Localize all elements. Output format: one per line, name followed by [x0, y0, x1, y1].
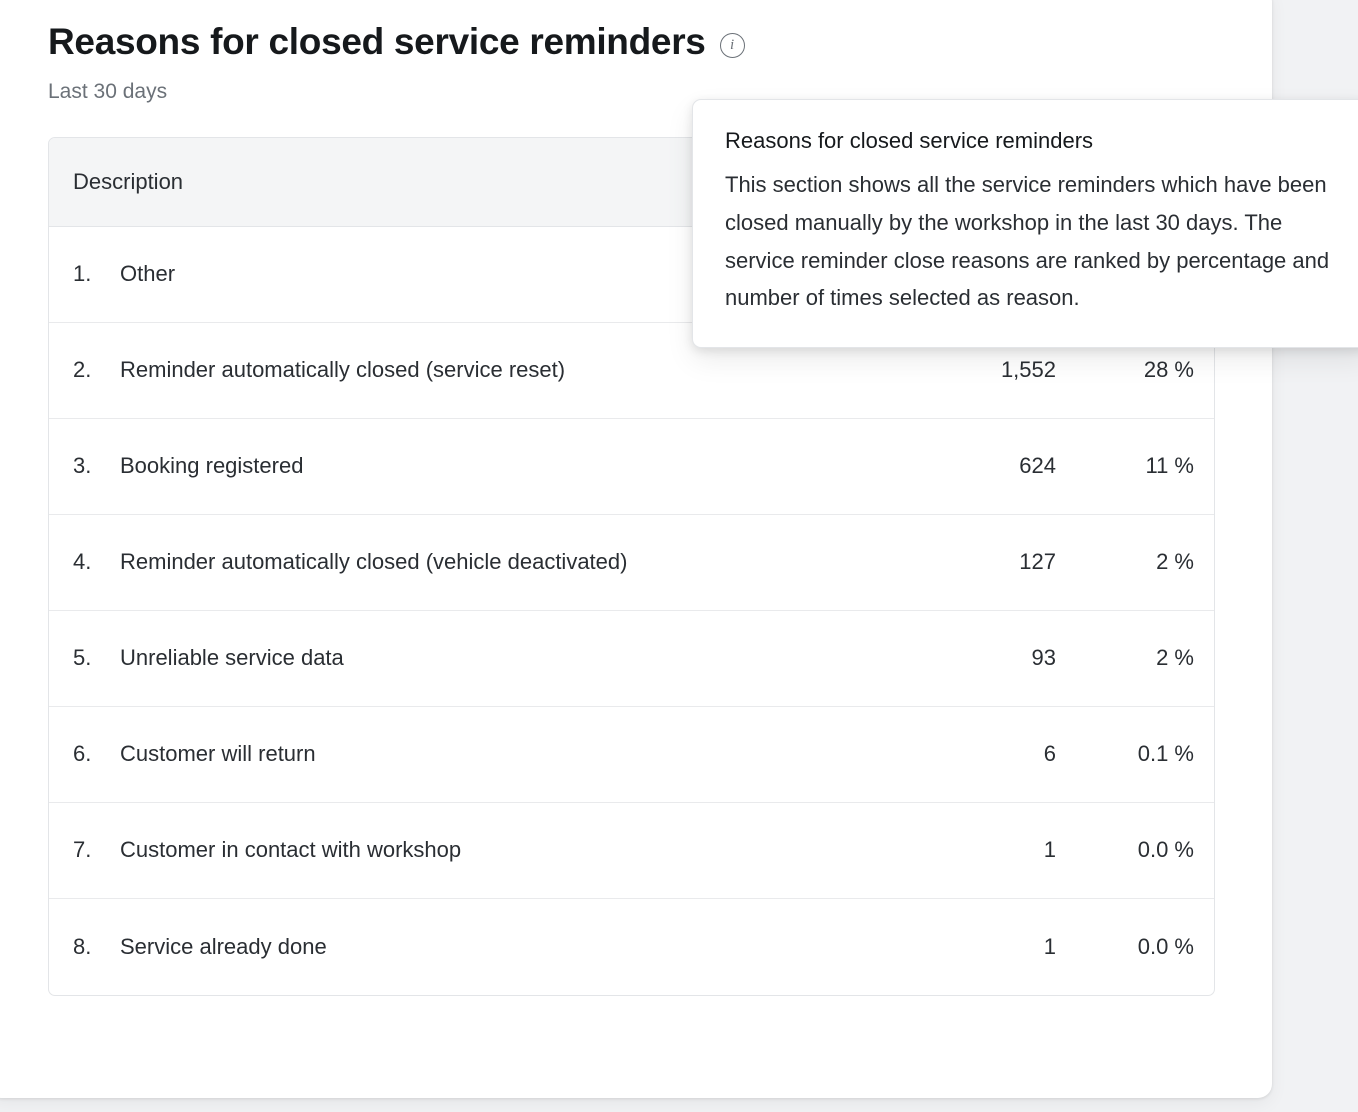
cell-percent: 0.0 %: [1137, 933, 1194, 959]
cell-count: 93: [1031, 645, 1056, 671]
row-rank: 7.: [73, 837, 92, 863]
cell-description: [49, 934, 864, 960]
row-rank: 8.: [73, 933, 92, 959]
cell-description: [49, 741, 864, 767]
table-row[interactable]: [49, 419, 1214, 515]
row-label: Other: [120, 261, 176, 287]
cell-count: 1: [1043, 837, 1056, 863]
tooltip-body: This section shows all the service reminders which have been closed manually by the workshop in the last 30 days. The service reminder close reasons are ranked by percentage and number of times selected as reason.: [725, 172, 1330, 311]
cell-description: [49, 645, 864, 671]
info-circle-icon[interactable]: i: [720, 33, 745, 58]
table-row[interactable]: [49, 611, 1214, 707]
cell-count: 6: [1043, 741, 1056, 767]
cell-description: [49, 837, 864, 863]
cell-percent: 11 %: [1145, 453, 1194, 479]
cell-percent: 2 %: [1156, 549, 1194, 575]
cell-description: [49, 357, 864, 383]
row-rank: 5.: [73, 645, 92, 671]
row-label: Unreliable service data: [120, 645, 344, 671]
cell-percent: 2 %: [1156, 645, 1194, 671]
cell-description: [49, 453, 864, 479]
row-label: Customer will return: [120, 741, 316, 767]
card-subtitle: Last 30 days: [48, 79, 168, 103]
column-header-description: Description: [73, 168, 184, 194]
row-rank: 1.: [73, 261, 92, 287]
row-rank: 6.: [73, 741, 92, 767]
row-rank: 4.: [73, 549, 92, 575]
table-row[interactable]: [49, 707, 1214, 803]
row-label: Customer in contact with workshop: [120, 837, 462, 863]
info-tooltip: [692, 99, 1358, 348]
tooltip-title: Reasons for closed service reminders: [725, 128, 1094, 153]
cell-count: 624: [1019, 453, 1056, 479]
cell-description: [49, 549, 864, 575]
cell-count: 1: [1043, 933, 1056, 959]
card-header: [48, 22, 1252, 63]
cell-percent: 0.1 %: [1137, 741, 1194, 767]
row-label: Booking registered: [120, 453, 304, 479]
table-row[interactable]: [49, 899, 1214, 995]
row-rank: 3.: [73, 453, 92, 479]
table-row[interactable]: [49, 515, 1214, 611]
cell-percent: 28 %: [1143, 357, 1194, 383]
cell-count: 1,552: [1000, 357, 1056, 383]
table-row[interactable]: [49, 803, 1214, 899]
page-title: Reasons for closed service reminders: [48, 21, 706, 62]
row-label: Service already done: [120, 933, 327, 959]
cell-percent: 0.0 %: [1137, 837, 1194, 863]
row-label: Reminder automatically closed (vehicle deactivated): [120, 549, 628, 575]
row-rank: 2.: [73, 357, 92, 383]
row-label: Reminder automatically closed (service reset): [120, 357, 566, 383]
cell-count: 127: [1019, 549, 1056, 575]
